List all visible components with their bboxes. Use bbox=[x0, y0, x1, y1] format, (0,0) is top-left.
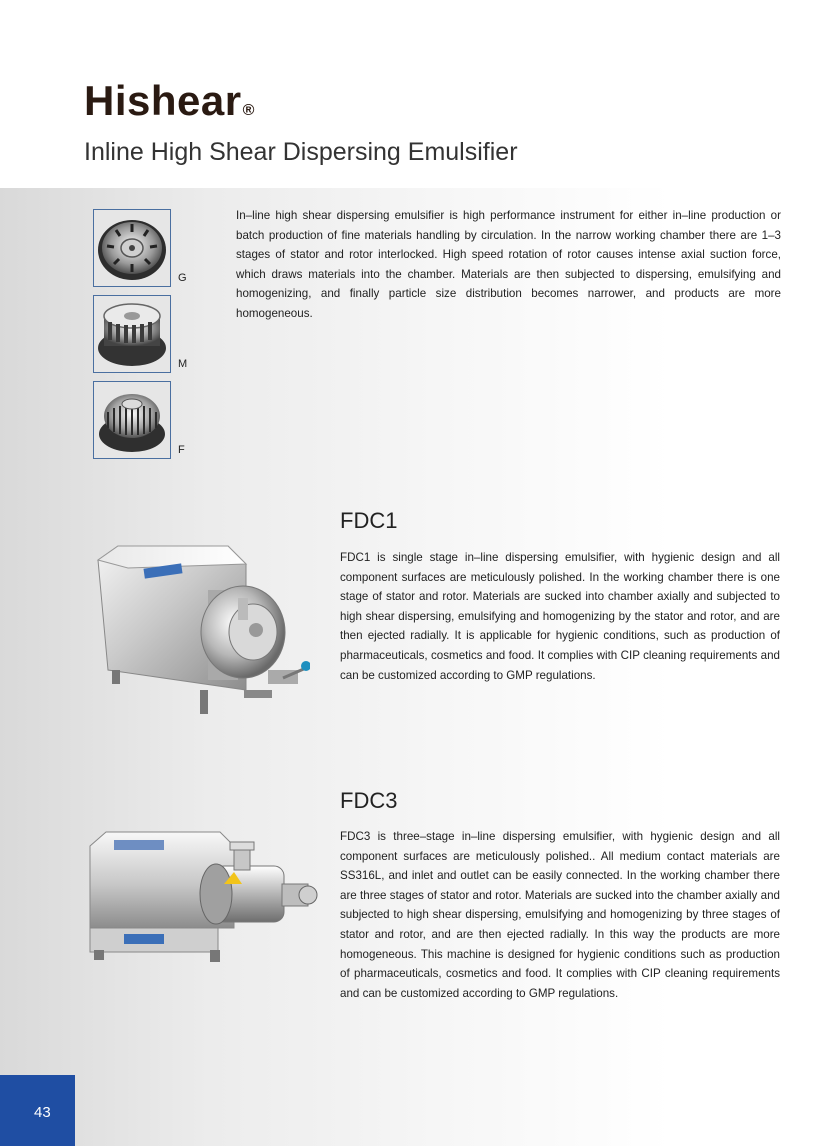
brand-name: Hishear bbox=[84, 77, 242, 124]
rotor-g-image bbox=[93, 209, 171, 287]
rotor-f-image bbox=[93, 381, 171, 459]
fdc1-description: FDC1 is single stage in–line dispersing emulsifier, with hygienic design and all component surfaces are meticulously polished. In the working chamber there is one stage of stator and rotor. Materials are sucked into chamber axially and subjected to high shear dispersing, emulsifying and homogenizing by the stator and rotor, and are then ejected radially. It is applicable for hygienic conditions, such as production of pharmaceuticals, cosmetics and food. It complies with CIP cleaning requirements and can be customized according to GMP regulations. bbox=[340, 551, 780, 682]
brand-logo bbox=[84, 77, 255, 124]
page-subtitle: Inline High Shear Dispersing Emulsifier bbox=[84, 138, 518, 166]
registered-mark: ® bbox=[242, 102, 255, 119]
fdc1-product-image bbox=[88, 540, 310, 720]
fdc3-title: FDC3 bbox=[340, 788, 398, 813]
rotor-m-label: M bbox=[178, 358, 188, 370]
page-number: 43 bbox=[34, 1104, 51, 1121]
intro-paragraph: In–line high shear dispersing emulsifier is high performance instrument for either in–line production or batch production of fine materials handling by circulation. In the narrow working chamber there are 1–3 stages of stator and rotor interlocked. High speed rotation of rotor causes intense axial suction force, which draws materials into the chamber. Materials are then subjected to dispersing, emulsifying and homogenizing, and finally particle size distribution becomes narrower, and products are more homogeneous. bbox=[236, 209, 781, 320]
rotor-m-image bbox=[93, 295, 171, 373]
rotor-f-label: F bbox=[178, 444, 185, 456]
fdc1-title: FDC1 bbox=[340, 508, 398, 533]
rotor-g-label: G bbox=[178, 272, 187, 284]
fdc3-product-image bbox=[84, 822, 324, 967]
fdc3-description: FDC3 is three–stage in–line dispersing emulsifier, with hygienic design and all component surfaces are meticulously polished.. All medium contact materials are SS316L, and inlet and outlet can be easily connected. In the working chamber there are three stages of stator and rotor. Materials are sucked into the chamber axially and subjected to high shear dispersing, emulsifying and homogenizing by three stages of stator and rotor, and are then ejected radially. In this way the products are more homogeneous. This machine is designed for hygienic conditions such as production of pharmaceuticals, cosmetics and food. It complies with CIP cleaning requirements and can be customized according to GMP regulations. bbox=[340, 830, 780, 1000]
